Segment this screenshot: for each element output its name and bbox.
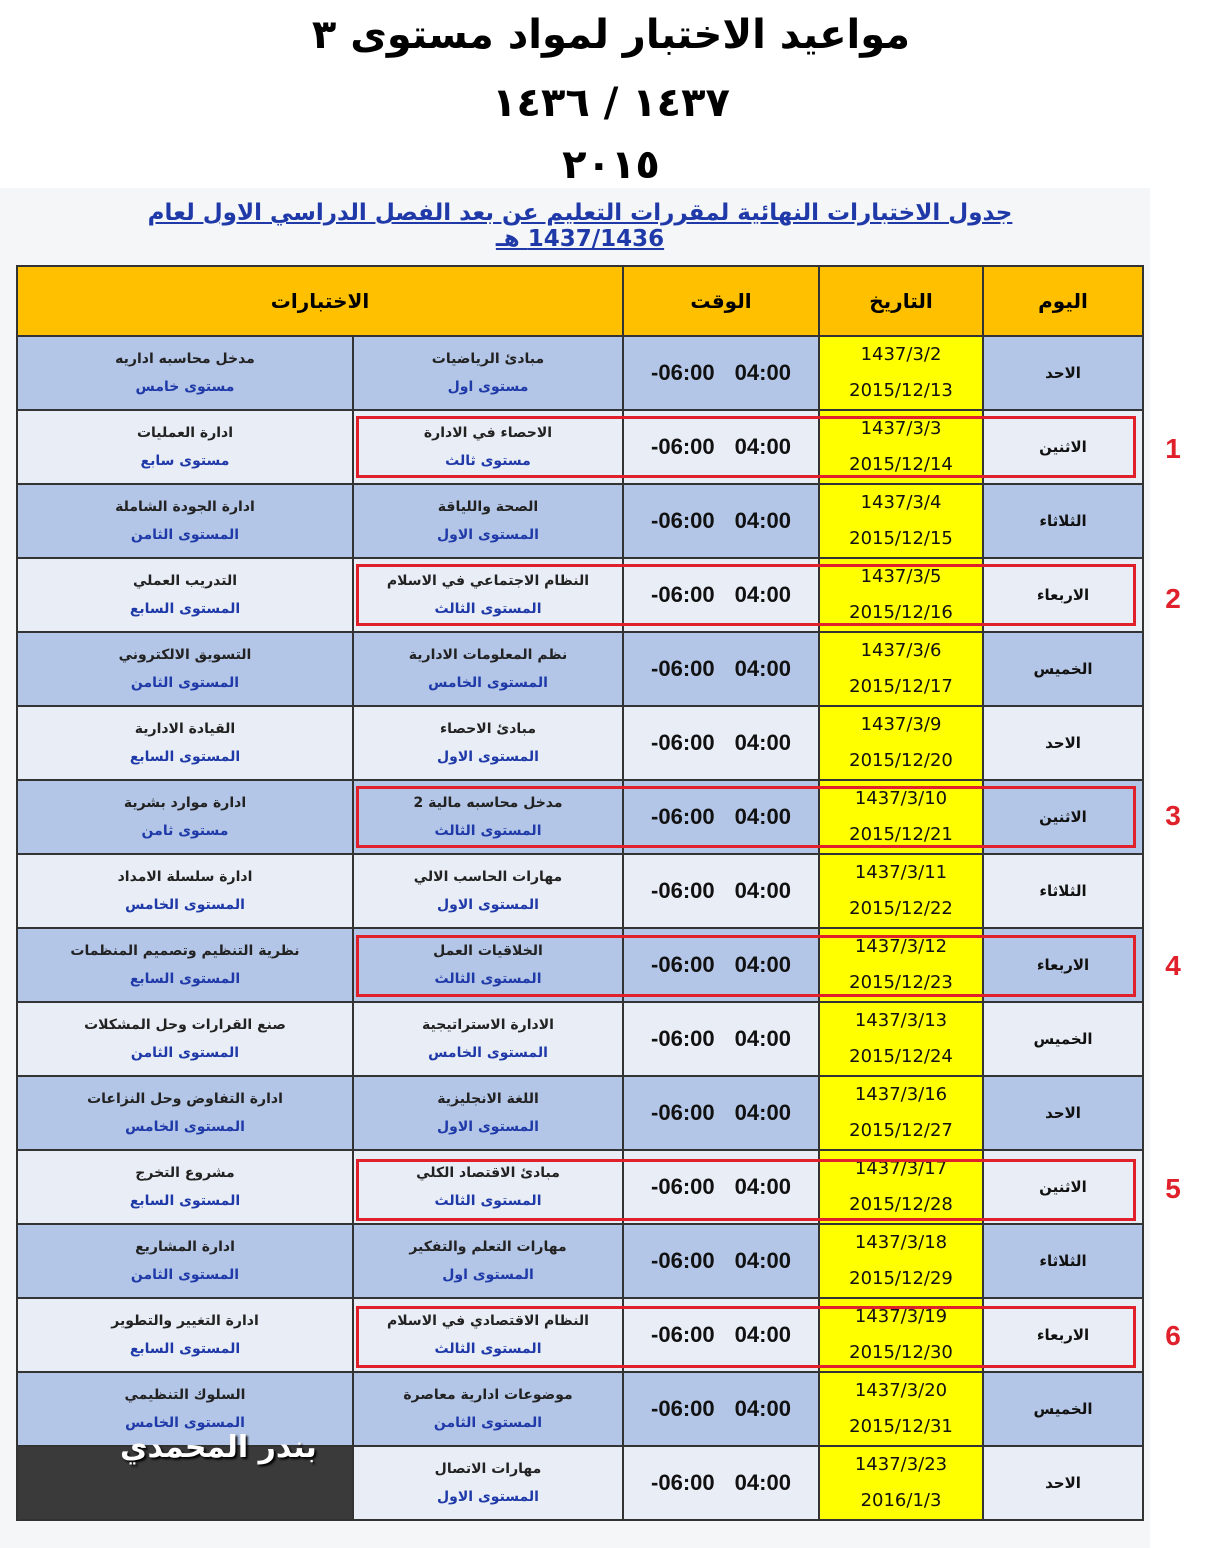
course-level: مستوى ثالث — [445, 453, 531, 469]
course-level: المستوى الثامن — [433, 1415, 543, 1431]
time-cell — [623, 1002, 819, 1076]
course-name: مدخل محاسبه مالية 2 — [413, 795, 563, 811]
marker-number: 5 — [1165, 1173, 1181, 1204]
day-cell: الاثنين — [983, 410, 1143, 484]
course-level: المستوى الثالث — [434, 971, 542, 987]
course-name: السلوك التنظيمي — [124, 1387, 246, 1403]
table-row — [17, 484, 1143, 558]
course-name: ادارة التفاوض وحل النزاعات — [87, 1091, 283, 1107]
time-start: 04:00 — [734, 582, 791, 607]
course-level: المستوى الثامن — [130, 1045, 240, 1061]
course-name: مبادئ الاحصاء — [439, 721, 537, 737]
day-cell: الاحد — [983, 1446, 1143, 1520]
course-level: المستوى الخامس — [428, 675, 548, 691]
date-cell — [819, 1298, 983, 1372]
course-cell-secondary — [17, 1224, 353, 1298]
course-name: ادارة العمليات — [136, 425, 234, 441]
course-cell-secondary — [17, 632, 353, 706]
course-cell-primary — [353, 854, 623, 928]
date-cell — [819, 1224, 983, 1298]
day-cell: الاربعاء — [983, 558, 1143, 632]
course-cell-primary — [353, 780, 623, 854]
time-cell — [623, 410, 819, 484]
gregorian-date: 2015/12/22 — [849, 898, 953, 919]
course-name: ادارة سلسلة الامداد — [117, 869, 253, 885]
course-name: مهارات الحاسب الالي — [413, 869, 563, 885]
time-start: 04:00 — [734, 878, 791, 903]
gregorian-date: 2015/12/23 — [849, 972, 953, 993]
time-start: 04:00 — [734, 360, 791, 385]
date-cell — [819, 854, 983, 928]
table-row — [17, 928, 1143, 1002]
time-cell — [623, 780, 819, 854]
hijri-date: 1437/3/19 — [854, 1306, 948, 1327]
course-level: المستوى السابع — [129, 1341, 241, 1357]
course-cell-primary — [353, 1446, 623, 1520]
course-name: ادارة الجودة الشاملة — [115, 499, 255, 515]
time-end: 06:00- — [651, 1322, 715, 1347]
course-level: المستوى الثالث — [434, 1193, 542, 1209]
course-level: المستوى اول — [442, 1267, 534, 1283]
hijri-date: 1437/3/4 — [860, 492, 942, 513]
date-cell — [819, 1446, 983, 1520]
header-day: اليوم — [983, 266, 1143, 336]
course-level: المستوى الثامن — [130, 675, 240, 691]
course-cell-secondary — [17, 410, 353, 484]
time-cell — [623, 1076, 819, 1150]
course-name: ادارة موارد بشرية — [123, 795, 247, 811]
date-cell — [819, 1002, 983, 1076]
date-cell — [819, 336, 983, 410]
day-cell: الثلاثاء — [983, 484, 1143, 558]
course-name: مهارات التعلم والتفكير — [409, 1239, 567, 1255]
course-cell-primary — [353, 558, 623, 632]
time-start: 04:00 — [734, 1174, 791, 1199]
course-level: المستوى الاول — [437, 749, 539, 765]
table-row — [17, 632, 1143, 706]
gregorian-date: 2015/12/20 — [849, 750, 953, 771]
day-cell: الاحد — [983, 336, 1143, 410]
course-cell-primary — [353, 928, 623, 1002]
course-cell-primary — [353, 1076, 623, 1150]
course-name: نظم المعلومات الادارية — [408, 647, 568, 663]
day-cell: الاربعاء — [983, 1298, 1143, 1372]
marker-number: 1 — [1165, 433, 1181, 464]
course-level: المستوى الخامس — [125, 1119, 245, 1135]
course-cell-secondary — [17, 1298, 353, 1372]
course-level: المستوى الاول — [437, 897, 539, 913]
course-cell-secondary — [17, 1002, 353, 1076]
course-cell-primary — [353, 484, 623, 558]
page-title-line3: ٢٠١٥ — [562, 142, 660, 188]
course-level: المستوى السابع — [129, 971, 241, 987]
hijri-date: 1437/3/12 — [854, 936, 948, 957]
day-cell: الاحد — [983, 706, 1143, 780]
date-cell — [819, 1076, 983, 1150]
time-start: 04:00 — [734, 730, 791, 755]
time-start: 04:00 — [734, 804, 791, 829]
course-level: المستوى الخامس — [125, 897, 245, 913]
time-start: 04:00 — [734, 1470, 791, 1495]
day-cell: الثلاثاء — [983, 854, 1143, 928]
time-cell — [623, 1224, 819, 1298]
course-name: النظام الاجتماعي في الاسلام — [386, 573, 590, 589]
hijri-date: 1437/3/10 — [854, 788, 948, 809]
course-cell-primary — [353, 410, 623, 484]
header-exams: الاختبارات — [17, 266, 623, 336]
gregorian-date: 2015/12/14 — [849, 454, 953, 475]
course-name: الاحصاء في الادارة — [423, 425, 553, 441]
course-cell-secondary — [17, 780, 353, 854]
table-row — [17, 558, 1143, 632]
hijri-date: 1437/3/3 — [860, 418, 942, 439]
hijri-date: 1437/3/20 — [854, 1380, 948, 1401]
course-cell-primary — [353, 1298, 623, 1372]
course-name: القيادة الادارية — [134, 721, 236, 737]
table-header-row — [17, 266, 1143, 336]
course-name: مهارات الاتصال — [434, 1461, 542, 1477]
time-start: 04:00 — [734, 1322, 791, 1347]
gregorian-date: 2015/12/29 — [849, 1268, 953, 1289]
time-cell — [623, 928, 819, 1002]
course-name: مدخل محاسبه اداريه — [115, 351, 255, 367]
course-name: مشروع التخرج — [135, 1165, 235, 1181]
time-end: 06:00- — [651, 656, 715, 681]
course-cell-primary — [353, 336, 623, 410]
hijri-date: 1437/3/17 — [854, 1158, 948, 1179]
date-cell — [819, 1150, 983, 1224]
time-cell — [623, 854, 819, 928]
date-cell — [819, 928, 983, 1002]
course-cell-secondary — [17, 558, 353, 632]
time-start: 04:00 — [734, 508, 791, 533]
header-date: التاريخ — [819, 266, 983, 336]
day-cell: الاثنين — [983, 1150, 1143, 1224]
course-level: المستوى الاول — [437, 1489, 539, 1505]
course-name: الخلاقيات العمل — [433, 943, 543, 959]
table-row — [17, 854, 1143, 928]
day-cell: الاربعاء — [983, 928, 1143, 1002]
time-end: 06:00- — [651, 1026, 715, 1051]
hijri-date: 1437/3/13 — [854, 1010, 948, 1031]
time-end: 06:00- — [651, 878, 715, 903]
time-cell — [623, 1150, 819, 1224]
time-cell — [623, 484, 819, 558]
time-start: 04:00 — [734, 434, 791, 459]
course-name: موضوعات ادارية معاصرة — [403, 1387, 573, 1403]
marker-number: 3 — [1165, 800, 1181, 831]
table-row — [17, 780, 1143, 854]
gregorian-date: 2015/12/17 — [849, 676, 953, 697]
gregorian-date: 2015/12/28 — [849, 1194, 953, 1215]
course-name: الصحة واللياقة — [437, 499, 539, 515]
time-cell — [623, 558, 819, 632]
date-cell — [819, 1372, 983, 1446]
course-cell-secondary — [17, 1076, 353, 1150]
table-row — [17, 1298, 1143, 1372]
course-level: مستوى خامس — [135, 379, 235, 395]
course-level: المستوى الثامن — [130, 527, 240, 543]
header-time: الوقت — [623, 266, 819, 336]
course-level: المستوى الخامس — [428, 1045, 548, 1061]
table-row — [17, 1224, 1143, 1298]
time-end: 06:00- — [651, 1100, 715, 1125]
hijri-date: 1437/3/16 — [854, 1084, 948, 1105]
course-name: الادارة الاستراتيجية — [422, 1017, 554, 1033]
time-start: 04:00 — [734, 1396, 791, 1421]
marker-number: 4 — [1165, 950, 1181, 981]
date-cell — [819, 780, 983, 854]
course-cell-primary — [353, 632, 623, 706]
course-name: مبادئ الاقتصاد الكلي — [416, 1165, 560, 1181]
course-cell-primary — [353, 1224, 623, 1298]
day-cell: الاحد — [983, 1076, 1143, 1150]
course-level: مستوى ثامن — [141, 823, 229, 839]
day-cell: الثلاثاء — [983, 1224, 1143, 1298]
gregorian-date: 2015/12/16 — [849, 602, 953, 623]
time-cell — [623, 1372, 819, 1446]
gregorian-date: 2015/12/21 — [849, 824, 953, 845]
course-level: المستوى السابع — [129, 749, 241, 765]
course-level: المستوى السابع — [129, 1193, 241, 1209]
course-name: صنع القرارات وحل المشكلات — [84, 1017, 286, 1033]
time-cell — [623, 706, 819, 780]
course-name: التسويق الالكتروني — [118, 647, 252, 663]
course-cell-primary — [353, 1372, 623, 1446]
time-end: 06:00- — [651, 730, 715, 755]
course-name: النظام الاقتصادي في الاسلام — [387, 1313, 589, 1329]
gregorian-date: 2015/12/27 — [849, 1120, 953, 1141]
time-start: 04:00 — [734, 1100, 791, 1125]
time-end: 06:00- — [651, 508, 715, 533]
time-end: 06:00- — [651, 582, 715, 607]
gregorian-date: 2016/1/3 — [860, 1490, 942, 1511]
marker-number: 2 — [1165, 583, 1181, 614]
schedule-subtitle: جدول الاختبارات النهائية لمقررات التعليم عن بعد الفصل الدراسي الاول لعام 1437/1436 هـ — [147, 200, 1013, 252]
gregorian-date: 2015/12/15 — [849, 528, 953, 549]
course-cell-secondary — [17, 484, 353, 558]
hijri-date: 1437/3/18 — [854, 1232, 948, 1253]
course-level: مستوى سابع — [140, 453, 230, 469]
time-end: 06:00- — [651, 1396, 715, 1421]
course-level: المستوى الثامن — [130, 1267, 240, 1283]
course-cell-secondary — [17, 336, 353, 410]
date-cell — [819, 410, 983, 484]
table-row — [17, 410, 1143, 484]
time-end: 06:00- — [651, 1248, 715, 1273]
course-level: المستوى الثالث — [434, 1341, 542, 1357]
course-cell-secondary — [17, 706, 353, 780]
date-cell — [819, 484, 983, 558]
gregorian-date: 2015/12/13 — [849, 380, 953, 401]
table-row — [17, 706, 1143, 780]
time-cell — [623, 632, 819, 706]
day-cell: الاثنين — [983, 780, 1143, 854]
gregorian-date: 2015/12/24 — [849, 1046, 953, 1067]
table-row — [17, 1076, 1143, 1150]
course-cell-primary — [353, 1150, 623, 1224]
time-start: 04:00 — [734, 1026, 791, 1051]
day-cell: الخميس — [983, 1002, 1143, 1076]
course-level: المستوى السابع — [129, 601, 241, 617]
time-end: 06:00- — [651, 434, 715, 459]
hijri-date: 1437/3/5 — [860, 566, 942, 587]
table-row — [17, 1002, 1143, 1076]
course-level: المستوى الاول — [437, 527, 539, 543]
course-level: المستوى الثالث — [434, 823, 542, 839]
table-row — [17, 1150, 1143, 1224]
time-cell — [623, 336, 819, 410]
hijri-date: 1437/3/9 — [860, 714, 942, 735]
author-watermark: بندر المحمدي — [120, 1430, 317, 1465]
exam-schedule-table — [16, 265, 1144, 1521]
course-name: اللغة الانجليزية — [437, 1091, 539, 1107]
page-title-line2: ١٤٣٧ / ١٤٣٦ — [492, 80, 730, 126]
day-cell: الخميس — [983, 632, 1143, 706]
course-cell-primary — [353, 706, 623, 780]
hijri-date: 1437/3/11 — [854, 862, 948, 883]
day-cell: الخميس — [983, 1372, 1143, 1446]
course-cell-secondary — [17, 1150, 353, 1224]
gregorian-date: 2015/12/31 — [849, 1416, 953, 1437]
date-cell — [819, 632, 983, 706]
course-name: ادارة المشاريع — [135, 1239, 235, 1255]
time-end: 06:00- — [651, 804, 715, 829]
marker-number: 6 — [1165, 1320, 1181, 1351]
course-level: المستوى الثالث — [434, 601, 542, 617]
course-cell-secondary — [17, 928, 353, 1002]
hijri-date: 1437/3/6 — [860, 640, 942, 661]
hijri-date: 1437/3/23 — [854, 1454, 948, 1475]
time-start: 04:00 — [734, 952, 791, 977]
course-level: مستوى اول — [447, 379, 529, 395]
time-cell — [623, 1446, 819, 1520]
course-cell-secondary — [17, 854, 353, 928]
time-end: 06:00- — [651, 952, 715, 977]
course-level: المستوى الخامس — [125, 1415, 245, 1431]
time-end: 06:00- — [651, 1174, 715, 1199]
course-name: التدريب العملي — [132, 573, 238, 589]
table-row — [17, 336, 1143, 410]
course-name: نظرية التنظيم وتصميم المنظمات — [70, 943, 300, 959]
gregorian-date: 2015/12/30 — [849, 1342, 953, 1363]
course-cell-primary — [353, 1002, 623, 1076]
time-start: 04:00 — [734, 1248, 791, 1273]
time-end: 06:00- — [651, 1470, 715, 1495]
time-start: 04:00 — [734, 656, 791, 681]
hijri-date: 1437/3/2 — [860, 344, 942, 365]
course-level: المستوى الاول — [437, 1119, 539, 1135]
page-title-line1: مواعيد الاختبار لمواد مستوى ٣ — [311, 12, 911, 58]
course-name: ادارة التغيير والتطوير — [111, 1313, 259, 1329]
course-name: مبادئ الرياضيات — [431, 351, 545, 367]
date-cell — [819, 558, 983, 632]
time-end: 06:00- — [651, 360, 715, 385]
time-cell — [623, 1298, 819, 1372]
date-cell — [819, 706, 983, 780]
